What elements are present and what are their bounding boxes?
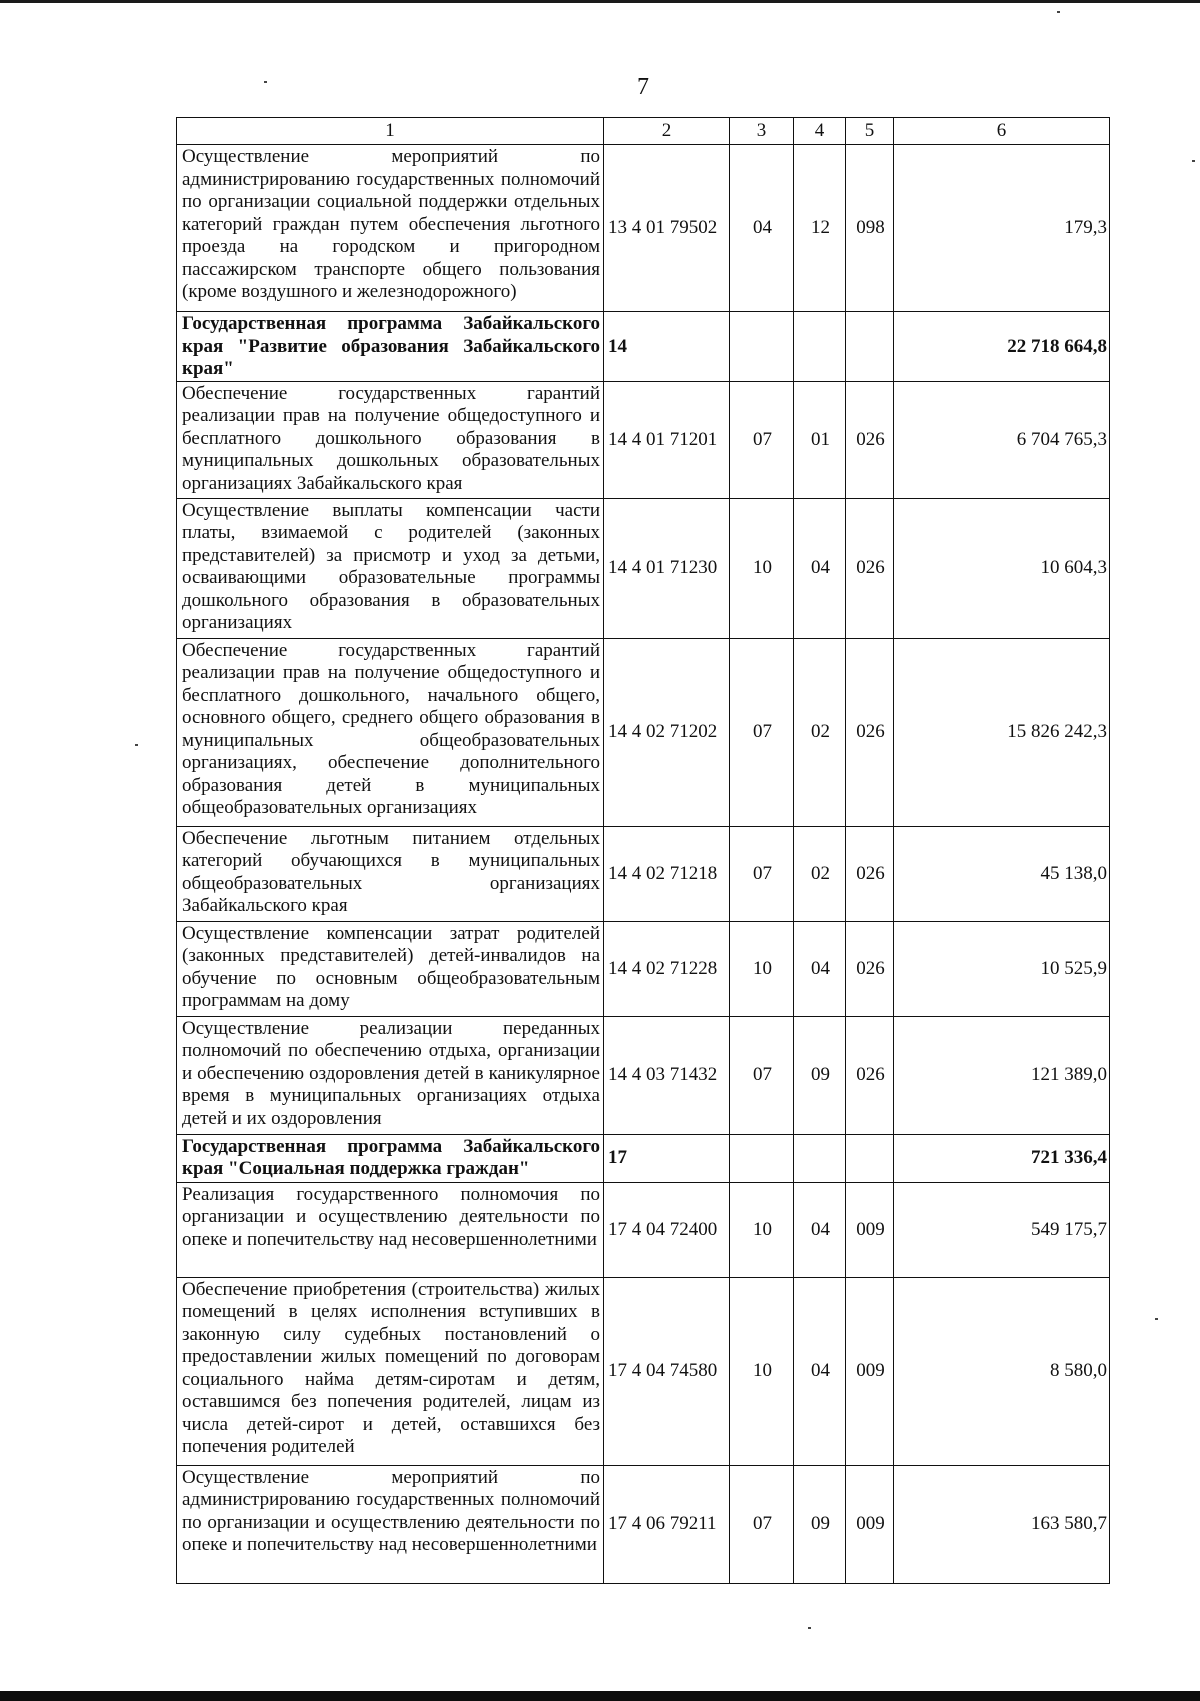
- row-code: 17 4 04 72400: [604, 1182, 730, 1277]
- row-section: 07: [730, 638, 794, 826]
- row-expense-type: 009: [846, 1277, 894, 1465]
- row-subsection: 09: [794, 1465, 846, 1583]
- row-amount: 10 604,3: [894, 498, 1110, 638]
- row-subsection: 04: [794, 921, 846, 1016]
- header-cell: 5: [846, 118, 894, 145]
- table-header-row: [177, 118, 1110, 145]
- row-expense-type: 026: [846, 638, 894, 826]
- row-description: Обеспечение приобретения (строительства) жилых помещений в целях исполнения вступивших в законную силу судебных постановлений о предоставлении жилых помещений по договорам социального найма детям-сиротам и детям, оставшимся без попечения родителей, лицам из числа детей-сирот и детей, оставшихся без попечения родителей: [177, 1277, 604, 1465]
- table-row: [177, 1016, 1110, 1134]
- row-code: 14 4 02 71218: [604, 826, 730, 921]
- row-subsection: 02: [794, 638, 846, 826]
- scan-speck: [1192, 160, 1195, 162]
- table-row: [177, 381, 1110, 498]
- row-description: Обеспечение государственных гарантий реализации прав на получение общедоступного и бесплатного дошкольного образования в муниципальных дошкольных образовательных организациях Забайкальского края: [177, 381, 604, 498]
- scan-speck: [1057, 11, 1060, 13]
- header-cell: 1: [177, 118, 604, 145]
- row-section: 07: [730, 1465, 794, 1583]
- row-description: Осуществление компенсации затрат родителей (законных представителей) детей-инвалидов на обучение по основным общеобразовательным программам на дому: [177, 921, 604, 1016]
- budget-table: [176, 117, 1110, 1584]
- table-row: [177, 1182, 1110, 1277]
- row-expense-type: 026: [846, 381, 894, 498]
- row-description: Реализация государственного полномочия по организации и осуществлению деятельности по опеке и попечительству над несовершеннолетними: [177, 1182, 604, 1277]
- row-code: 17 4 04 74580: [604, 1277, 730, 1465]
- row-subsection: [794, 1134, 846, 1182]
- scan-edge-top: [0, 0, 1200, 3]
- row-section: 10: [730, 1277, 794, 1465]
- row-subsection: 04: [794, 1277, 846, 1465]
- row-subsection: 01: [794, 381, 846, 498]
- row-expense-type: 009: [846, 1182, 894, 1277]
- row-code: 14 4 01 71230: [604, 498, 730, 638]
- row-expense-type: 026: [846, 1016, 894, 1134]
- row-description: Осуществление реализации переданных полномочий по обеспечению отдыха, организации и обеспечению оздоровления детей в каникулярное время в муниципальных организациях отдыха детей и их оздоровления: [177, 1016, 604, 1134]
- row-description: Осуществление мероприятий по администрированию государственных полномочий по организации и осуществлению деятельности по опеке и попечительству над несовершеннолетними: [177, 1465, 604, 1583]
- row-description: Осуществление выплаты компенсации части платы, взимаемой с родителей (законных представителей) за присмотр и уход за детьми, осваивающими образовательные программы дошкольного образования в образовательных организациях: [177, 498, 604, 638]
- row-amount: 721 336,4: [894, 1134, 1110, 1182]
- row-code: 14 4 01 71201: [604, 381, 730, 498]
- table-row: [177, 638, 1110, 826]
- row-amount: 6 704 765,3: [894, 381, 1110, 498]
- row-amount: 22 718 664,8: [894, 312, 1110, 382]
- row-code: 14: [604, 312, 730, 382]
- row-amount: 45 138,0: [894, 826, 1110, 921]
- table-row: [177, 921, 1110, 1016]
- table-row: [177, 145, 1110, 312]
- row-code: 17: [604, 1134, 730, 1182]
- table-row-program: [177, 1134, 1110, 1182]
- row-section: 04: [730, 145, 794, 312]
- row-amount: 10 525,9: [894, 921, 1110, 1016]
- row-section: [730, 312, 794, 382]
- row-section: 07: [730, 381, 794, 498]
- row-expense-type: [846, 312, 894, 382]
- table-row: [177, 1465, 1110, 1583]
- row-description: Обеспечение льготным питанием отдельных категорий обучающихся в муниципальных общеобразовательных организациях Забайкальского края: [177, 826, 604, 921]
- row-subsection: 04: [794, 1182, 846, 1277]
- scan-speck: [808, 1627, 811, 1629]
- row-expense-type: [846, 1134, 894, 1182]
- page-number: 7: [637, 74, 649, 100]
- row-description: Государственная программа Забайкальского края "Социальная поддержка граждан": [177, 1134, 604, 1182]
- row-amount: 163 580,7: [894, 1465, 1110, 1583]
- row-description: Обеспечение государственных гарантий реализации прав на получение общедоступного и бесплатного дошкольного, начального общего, основного общего, среднего общего образования в муниципальных общеобразовательных организациях, обеспечение дополнительного образования детей в муниципальных общеобразовательных организациях: [177, 638, 604, 826]
- row-amount: 15 826 242,3: [894, 638, 1110, 826]
- row-section: 07: [730, 1016, 794, 1134]
- row-code: 14 4 03 71432: [604, 1016, 730, 1134]
- row-expense-type: 026: [846, 921, 894, 1016]
- scan-speck: [1155, 1318, 1158, 1320]
- table-row: [177, 826, 1110, 921]
- row-expense-type: 026: [846, 498, 894, 638]
- header-cell: 3: [730, 118, 794, 145]
- row-code: 17 4 06 79211: [604, 1465, 730, 1583]
- header-cell: 6: [894, 118, 1110, 145]
- row-description: Государственная программа Забайкальского края "Развитие образования Забайкальского края": [177, 312, 604, 382]
- row-subsection: 09: [794, 1016, 846, 1134]
- row-code: 14 4 02 71228: [604, 921, 730, 1016]
- row-section: [730, 1134, 794, 1182]
- row-subsection: 04: [794, 498, 846, 638]
- row-expense-type: 026: [846, 826, 894, 921]
- row-section: 10: [730, 1182, 794, 1277]
- scan-edge-bottom: [0, 1691, 1200, 1701]
- table-row-program: [177, 312, 1110, 382]
- row-amount: 121 389,0: [894, 1016, 1110, 1134]
- row-subsection: 02: [794, 826, 846, 921]
- row-amount: 179,3: [894, 145, 1110, 312]
- header-cell: 4: [794, 118, 846, 145]
- row-subsection: 12: [794, 145, 846, 312]
- row-subsection: [794, 312, 846, 382]
- row-section: 10: [730, 498, 794, 638]
- scan-speck: [264, 81, 267, 83]
- row-code: 14 4 02 71202: [604, 638, 730, 826]
- row-code: 13 4 01 79502: [604, 145, 730, 312]
- row-section: 10: [730, 921, 794, 1016]
- row-expense-type: 098: [846, 145, 894, 312]
- row-expense-type: 009: [846, 1465, 894, 1583]
- table-row: [177, 498, 1110, 638]
- row-description: Осуществление мероприятий по администрированию государственных полномочий по организации социальной поддержки отдельных категорий граждан путем обеспечения льготного проезда на городском и пригородном пассажирском транспорте общего пользования (кроме воздушного и железнодорожного): [177, 145, 604, 312]
- header-cell: 2: [604, 118, 730, 145]
- row-amount: 549 175,7: [894, 1182, 1110, 1277]
- row-section: 07: [730, 826, 794, 921]
- table-row: [177, 1277, 1110, 1465]
- row-amount: 8 580,0: [894, 1277, 1110, 1465]
- scan-speck: [135, 744, 138, 746]
